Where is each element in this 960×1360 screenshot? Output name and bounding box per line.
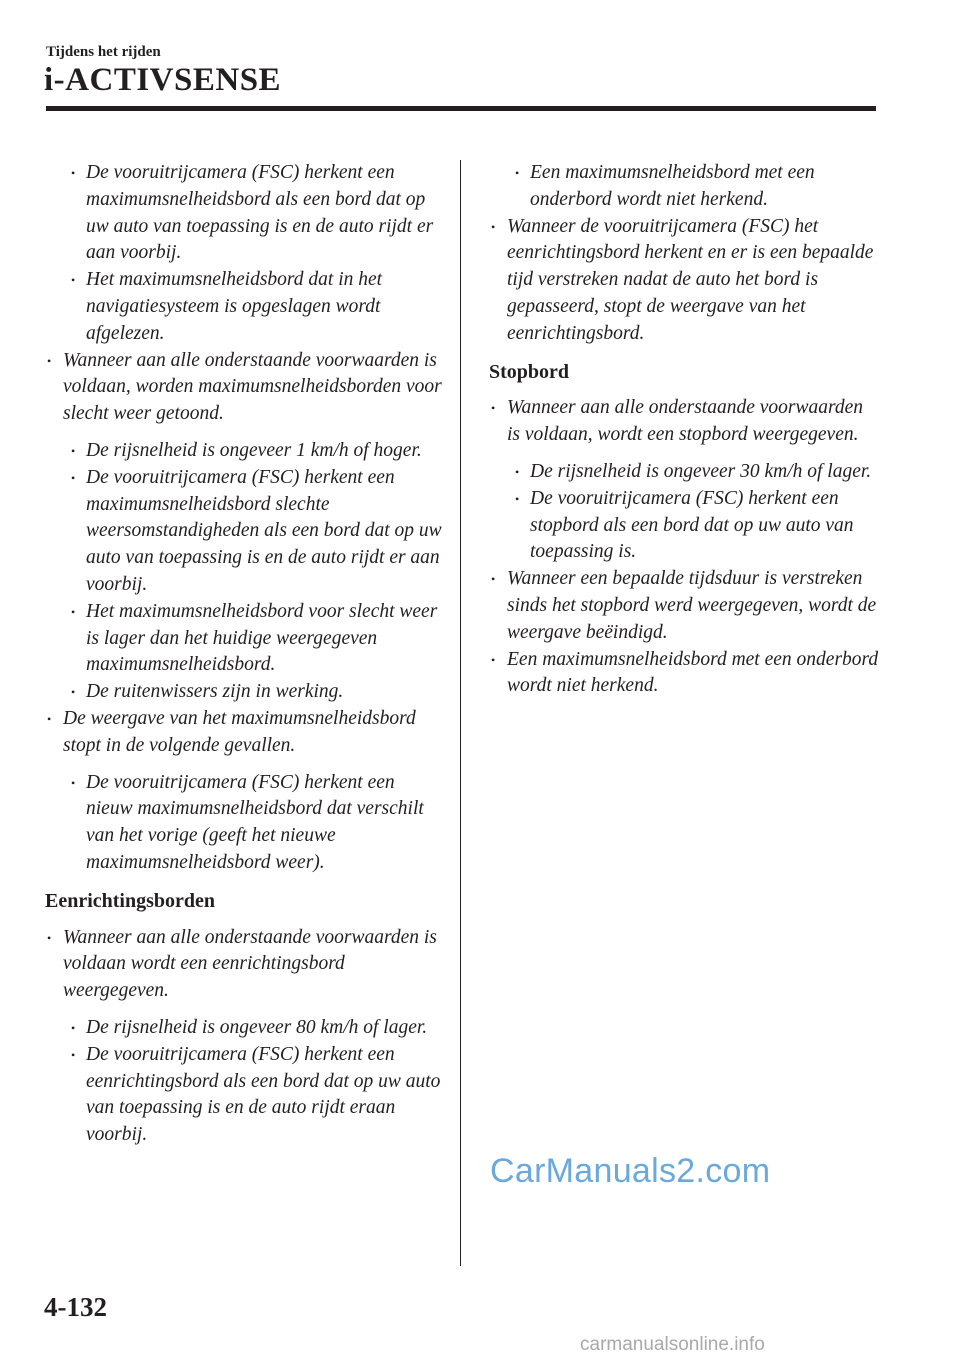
sub-bullet-item bbox=[46, 599, 446, 679]
column-divider bbox=[460, 160, 461, 1266]
bullet-icon: • bbox=[491, 219, 496, 234]
item-text: De rijsnelheid is ongeveer 30 km/h of lager. bbox=[530, 460, 872, 482]
bullet-icon: • bbox=[491, 401, 496, 416]
item-text: De vooruitrijcamera (FSC) herkent een eenrichtingsbord als een bord dat op uw auto van toepassing is en de auto rijdt eraan voorbij. bbox=[86, 1043, 441, 1146]
item-text: Wanneer de vooruitrijcamera (FSC) het eenrichtingsbord herkent en er is een bepaalde tijd verstreken nadat de auto het bord is gepasseerd, stopt de weergave van het eenrichtingsbord. bbox=[507, 215, 874, 344]
bullet-icon: • bbox=[71, 273, 76, 288]
sub-bullet-item bbox=[490, 486, 880, 566]
sub-bullet-item bbox=[490, 160, 880, 214]
bullet-icon: • bbox=[515, 491, 520, 506]
item-text: De rijsnelheid is ongeveer 1 km/h of hoger. bbox=[86, 439, 422, 461]
bullet-icon: • bbox=[515, 166, 520, 180]
sub-bullet-item bbox=[490, 459, 880, 486]
item-text: Wanneer aan alle onderstaande voorwaarden is voldaan, worden maximumsnelheidsborden voor slecht weer getoond. bbox=[63, 349, 442, 425]
item-text: Een maximumsnelheidsbord met een onderbord wordt niet herkend. bbox=[530, 162, 815, 210]
bullet-icon: • bbox=[47, 930, 52, 945]
chapter-title: i-ACTIVSENSE bbox=[44, 62, 282, 98]
bullet-icon: • bbox=[71, 685, 76, 700]
item-text: De vooruitrijcamera (FSC) herkent een maximumsnelheidsbord slechte weersomstandigheden als een bord dat op uw auto van toepassing is en de auto rijdt er aan voorbij. bbox=[86, 466, 442, 595]
item-text: De vooruitrijcamera (FSC) herkent een stopbord als een bord dat op uw auto van toepassing is. bbox=[530, 487, 854, 563]
section-heading: Stopbord bbox=[489, 360, 570, 383]
bullet-icon: • bbox=[71, 443, 76, 458]
item-text: Wanneer een bepaalde tijdsduur is verstreken sinds het stopbord werd weergegeven, wordt de weergave beëindigd. bbox=[507, 568, 877, 643]
section-heading: Eenrichtingsborden bbox=[45, 889, 216, 912]
item-text: De vooruitrijcamera (FSC) herkent een nieuw maximumsnelheidsbord dat verschilt van het vorige (geeft het nieuwe maximumsnelheidsbord weer). bbox=[86, 771, 424, 873]
sub-bullet-item bbox=[46, 267, 446, 347]
item-text: Een maximumsnelheidsbord met een onderbord wordt niet herkend. bbox=[507, 648, 879, 697]
item-text: De weergave van het maximumsnelheidsbord stopt in de volgende gevallen. bbox=[63, 707, 416, 756]
bullet-icon: • bbox=[491, 572, 496, 587]
sub-bullet-item bbox=[46, 679, 446, 706]
bullet-item bbox=[490, 566, 880, 646]
bullet-icon: • bbox=[71, 1047, 76, 1062]
bullet-item bbox=[46, 706, 446, 760]
bullet-item bbox=[46, 925, 446, 1005]
bullet-icon: • bbox=[47, 711, 52, 726]
right-column bbox=[490, 160, 880, 700]
sub-bullet-item bbox=[46, 438, 446, 465]
item-text: De ruitenwissers zijn in werking. bbox=[86, 681, 344, 703]
bullet-icon: • bbox=[71, 604, 76, 619]
bullet-icon: • bbox=[71, 1020, 76, 1035]
sub-bullet-item bbox=[46, 1015, 446, 1042]
site-watermark: carmanualsonline.info bbox=[580, 1334, 765, 1355]
item-text: Wanneer aan alle onderstaande voorwaarden is voldaan wordt een eenrichtingsbord weergegeven. bbox=[63, 926, 437, 1002]
sub-bullet-item bbox=[46, 160, 446, 267]
sub-bullet-item bbox=[46, 1042, 446, 1149]
item-text: Wanneer aan alle onderstaande voorwaarden is voldaan, wordt een stopbord weergegeven. bbox=[507, 397, 864, 446]
item-text: De vooruitrijcamera (FSC) herkent een maximumsnelheidsbord als een bord dat op uw auto van toepassing is en de auto rijdt er aan voorbij. bbox=[86, 162, 434, 264]
item-text: De rijsnelheid is ongeveer 80 km/h of lager. bbox=[86, 1016, 428, 1038]
header-rule bbox=[46, 106, 876, 111]
bullet-icon: • bbox=[71, 470, 76, 485]
bullet-icon: • bbox=[491, 652, 496, 667]
page-number: 4-132 bbox=[44, 1292, 107, 1322]
bullet-item bbox=[490, 647, 880, 701]
sub-bullet-item bbox=[46, 770, 446, 877]
bullet-item bbox=[490, 395, 880, 449]
item-text: Het maximumsnelheidsbord voor slecht weer is lager dan het huidige weergegeven maximumsnelheidsbord. bbox=[86, 600, 438, 676]
bullet-icon: • bbox=[71, 166, 76, 180]
bullet-icon: • bbox=[71, 775, 76, 790]
section-label: Tijdens het rijden bbox=[46, 44, 161, 60]
bullet-icon: • bbox=[47, 353, 52, 368]
carmanuals-watermark: CarManuals2.com bbox=[490, 1152, 771, 1190]
bullet-item bbox=[46, 348, 446, 428]
bullet-item bbox=[490, 214, 880, 348]
left-column bbox=[46, 160, 446, 1149]
bullet-icon: • bbox=[515, 464, 520, 479]
item-text: Het maximumsnelheidsbord dat in het navigatiesysteem is opgeslagen wordt afgelezen. bbox=[86, 269, 383, 344]
sub-bullet-item bbox=[46, 465, 446, 599]
